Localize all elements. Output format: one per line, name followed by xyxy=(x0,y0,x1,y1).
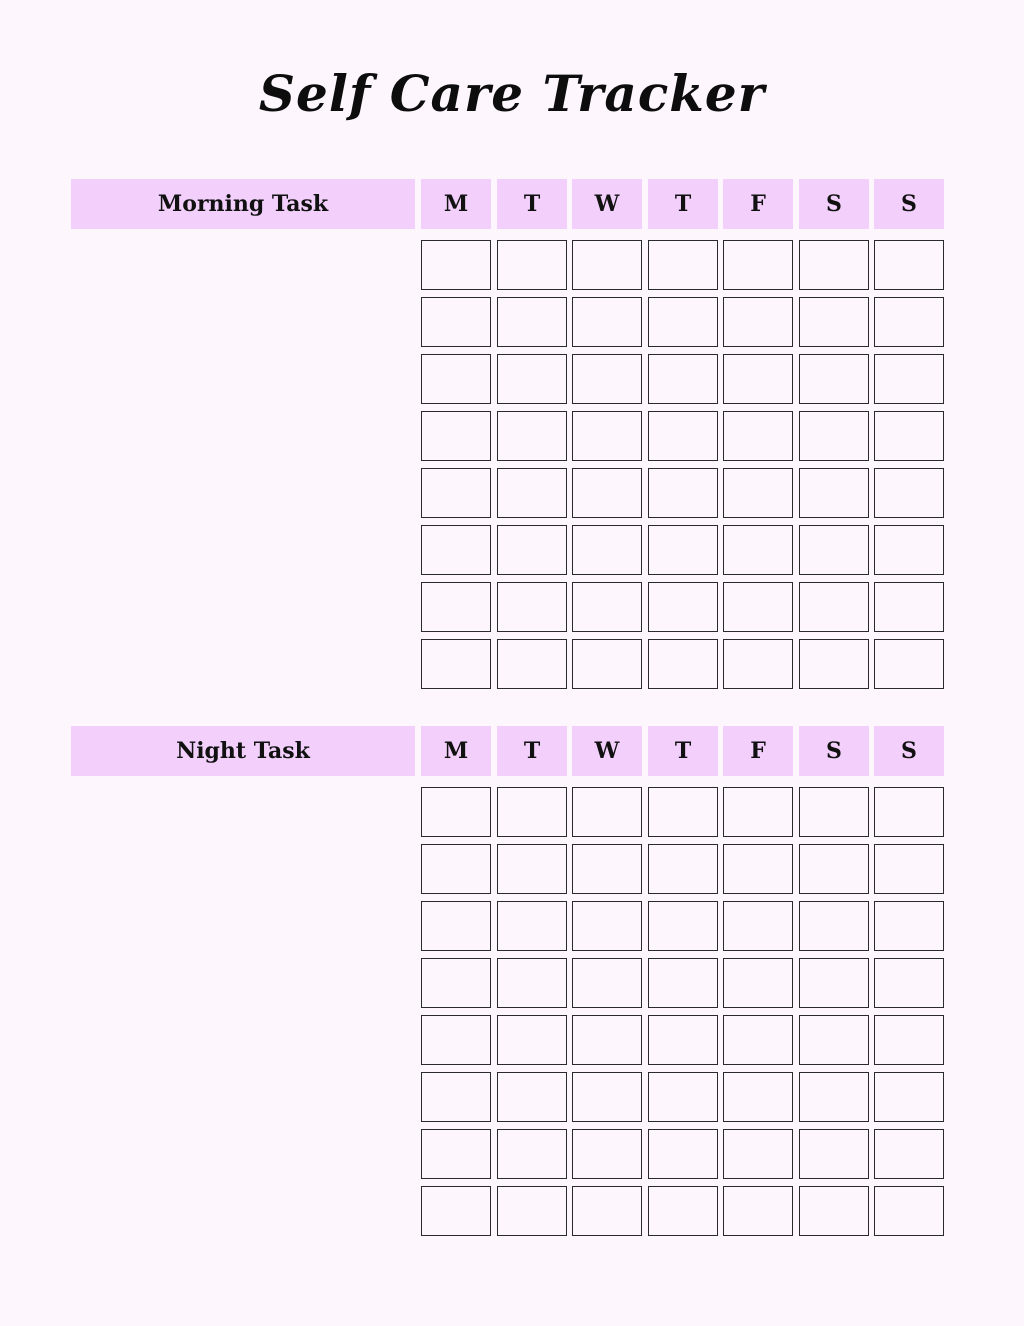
checkbox-cell[interactable] xyxy=(799,901,869,951)
checkbox-cell[interactable] xyxy=(723,844,793,894)
checkbox-cell[interactable] xyxy=(723,468,793,518)
checkbox-cell[interactable] xyxy=(421,958,491,1008)
checkbox-cell[interactable] xyxy=(723,354,793,404)
checkbox-cell[interactable] xyxy=(421,901,491,951)
checkbox-cell[interactable] xyxy=(572,639,642,689)
day-header: S xyxy=(874,179,944,229)
checkbox-cell[interactable] xyxy=(799,525,869,575)
day-header: S xyxy=(799,726,869,776)
checkbox-cell[interactable] xyxy=(421,354,491,404)
checkbox-cell[interactable] xyxy=(497,1072,567,1122)
checkbox-cell[interactable] xyxy=(572,1072,642,1122)
night-section xyxy=(71,726,945,776)
checkbox-cell[interactable] xyxy=(874,901,944,951)
checkbox-cell[interactable] xyxy=(497,1129,567,1179)
checkbox-cell[interactable] xyxy=(648,1129,718,1179)
checkbox-cell[interactable] xyxy=(572,1015,642,1065)
checkbox-cell[interactable] xyxy=(497,525,567,575)
morning-header-row xyxy=(71,179,945,229)
tracker-row xyxy=(71,468,945,525)
checkbox-cell[interactable] xyxy=(572,787,642,837)
checkbox-cell[interactable] xyxy=(874,582,944,632)
tracker-row xyxy=(71,901,945,958)
checkbox-cell[interactable] xyxy=(572,468,642,518)
checkbox-cell[interactable] xyxy=(421,468,491,518)
checkbox-cell[interactable] xyxy=(421,787,491,837)
checkbox-cell[interactable] xyxy=(497,844,567,894)
checkbox-cell[interactable] xyxy=(648,525,718,575)
tracker-row xyxy=(71,240,945,297)
checkbox-cell[interactable] xyxy=(648,958,718,1008)
day-header: W xyxy=(572,179,642,229)
checkbox-cell[interactable] xyxy=(421,525,491,575)
tracker-row xyxy=(71,1015,945,1072)
checkbox-cell[interactable] xyxy=(421,1186,491,1236)
checkbox-cell[interactable] xyxy=(799,240,869,290)
night-checkbox-grid xyxy=(71,787,945,1243)
morning-task-header: Morning Task xyxy=(71,179,415,229)
day-header: F xyxy=(723,179,793,229)
day-header: T xyxy=(497,726,567,776)
checkbox-cell[interactable] xyxy=(874,639,944,689)
checkbox-cell[interactable] xyxy=(723,525,793,575)
checkbox-cell[interactable] xyxy=(799,354,869,404)
checkbox-cell[interactable] xyxy=(648,297,718,347)
night-header-row xyxy=(71,726,945,776)
checkbox-cell[interactable] xyxy=(648,844,718,894)
checkbox-cell[interactable] xyxy=(572,958,642,1008)
checkbox-cell[interactable] xyxy=(874,525,944,575)
checkbox-cell[interactable] xyxy=(874,787,944,837)
checkbox-cell[interactable] xyxy=(497,639,567,689)
day-header: F xyxy=(723,726,793,776)
checkbox-cell[interactable] xyxy=(497,411,567,461)
checkbox-cell[interactable] xyxy=(723,901,793,951)
checkbox-cell[interactable] xyxy=(572,1129,642,1179)
checkbox-cell[interactable] xyxy=(874,354,944,404)
tracker-row xyxy=(71,582,945,639)
checkbox-cell[interactable] xyxy=(799,297,869,347)
checkbox-cell[interactable] xyxy=(799,787,869,837)
checkbox-cell[interactable] xyxy=(421,844,491,894)
tracker-row xyxy=(71,354,945,411)
checkbox-cell[interactable] xyxy=(648,582,718,632)
day-header: S xyxy=(799,179,869,229)
checkbox-cell[interactable] xyxy=(572,525,642,575)
checkbox-cell[interactable] xyxy=(648,1186,718,1236)
page-title: Self Care Tracker xyxy=(258,64,766,123)
tracker-row xyxy=(71,1072,945,1129)
checkbox-cell[interactable] xyxy=(799,639,869,689)
checkbox-cell[interactable] xyxy=(723,411,793,461)
checkbox-cell[interactable] xyxy=(497,582,567,632)
checkbox-cell[interactable] xyxy=(497,240,567,290)
checkbox-cell[interactable] xyxy=(572,411,642,461)
checkbox-cell[interactable] xyxy=(874,240,944,290)
checkbox-cell[interactable] xyxy=(874,411,944,461)
checkbox-cell[interactable] xyxy=(572,1186,642,1236)
tracker-row xyxy=(71,787,945,844)
day-header: W xyxy=(572,726,642,776)
checkbox-cell[interactable] xyxy=(874,1129,944,1179)
checkbox-cell[interactable] xyxy=(874,468,944,518)
checkbox-cell[interactable] xyxy=(723,582,793,632)
checkbox-cell[interactable] xyxy=(421,240,491,290)
checkbox-cell[interactable] xyxy=(572,844,642,894)
checkbox-cell[interactable] xyxy=(572,354,642,404)
checkbox-cell[interactable] xyxy=(648,354,718,404)
checkbox-cell[interactable] xyxy=(421,1015,491,1065)
tracker-row xyxy=(71,525,945,582)
checkbox-cell[interactable] xyxy=(497,958,567,1008)
checkbox-cell[interactable] xyxy=(497,297,567,347)
checkbox-cell[interactable] xyxy=(799,844,869,894)
checkbox-cell[interactable] xyxy=(874,1186,944,1236)
tracker-row xyxy=(71,411,945,468)
checkbox-cell[interactable] xyxy=(874,958,944,1008)
checkbox-cell[interactable] xyxy=(421,411,491,461)
morning-section xyxy=(71,179,945,229)
tracker-row xyxy=(71,1129,945,1186)
checkbox-cell[interactable] xyxy=(723,240,793,290)
checkbox-cell[interactable] xyxy=(874,1015,944,1065)
checkbox-cell[interactable] xyxy=(723,639,793,689)
morning-checkbox-grid xyxy=(71,240,945,696)
checkbox-cell[interactable] xyxy=(497,354,567,404)
checkbox-cell[interactable] xyxy=(799,958,869,1008)
checkbox-cell[interactable] xyxy=(421,1072,491,1122)
checkbox-cell[interactable] xyxy=(648,787,718,837)
checkbox-cell[interactable] xyxy=(648,639,718,689)
checkbox-cell[interactable] xyxy=(723,958,793,1008)
tracker-row xyxy=(71,844,945,901)
checkbox-cell[interactable] xyxy=(572,297,642,347)
tracker-row xyxy=(71,958,945,1015)
checkbox-cell[interactable] xyxy=(421,582,491,632)
checkbox-cell[interactable] xyxy=(648,1072,718,1122)
day-header: M xyxy=(421,179,491,229)
checkbox-cell[interactable] xyxy=(497,468,567,518)
checkbox-cell[interactable] xyxy=(572,240,642,290)
checkbox-cell[interactable] xyxy=(497,901,567,951)
checkbox-cell[interactable] xyxy=(497,1186,567,1236)
tracker-row xyxy=(71,639,945,696)
day-header: T xyxy=(648,726,718,776)
checkbox-cell[interactable] xyxy=(874,844,944,894)
checkbox-cell[interactable] xyxy=(648,240,718,290)
day-header: T xyxy=(497,179,567,229)
checkbox-cell[interactable] xyxy=(874,1072,944,1122)
checkbox-cell[interactable] xyxy=(648,1015,718,1065)
checkbox-cell[interactable] xyxy=(648,411,718,461)
checkbox-cell[interactable] xyxy=(723,1072,793,1122)
tracker-row xyxy=(71,297,945,354)
checkbox-cell[interactable] xyxy=(799,1015,869,1065)
checkbox-cell[interactable] xyxy=(723,1129,793,1179)
checkbox-cell[interactable] xyxy=(497,787,567,837)
checkbox-cell[interactable] xyxy=(572,582,642,632)
checkbox-cell[interactable] xyxy=(874,297,944,347)
checkbox-cell[interactable] xyxy=(723,787,793,837)
checkbox-cell[interactable] xyxy=(723,297,793,347)
checkbox-cell[interactable] xyxy=(799,411,869,461)
day-header: T xyxy=(648,179,718,229)
checkbox-cell[interactable] xyxy=(799,582,869,632)
checkbox-cell[interactable] xyxy=(799,1072,869,1122)
day-header: S xyxy=(874,726,944,776)
night-task-header: Night Task xyxy=(71,726,415,776)
checkbox-cell[interactable] xyxy=(723,1186,793,1236)
checkbox-cell[interactable] xyxy=(421,639,491,689)
day-header: M xyxy=(421,726,491,776)
checkbox-cell[interactable] xyxy=(572,901,642,951)
checkbox-cell[interactable] xyxy=(723,1015,793,1065)
checkbox-cell[interactable] xyxy=(799,1129,869,1179)
checkbox-cell[interactable] xyxy=(799,468,869,518)
checkbox-cell[interactable] xyxy=(799,1186,869,1236)
checkbox-cell[interactable] xyxy=(648,901,718,951)
checkbox-cell[interactable] xyxy=(421,297,491,347)
tracker-row xyxy=(71,1186,945,1243)
checkbox-cell[interactable] xyxy=(648,468,718,518)
checkbox-cell[interactable] xyxy=(421,1129,491,1179)
checkbox-cell[interactable] xyxy=(497,1015,567,1065)
